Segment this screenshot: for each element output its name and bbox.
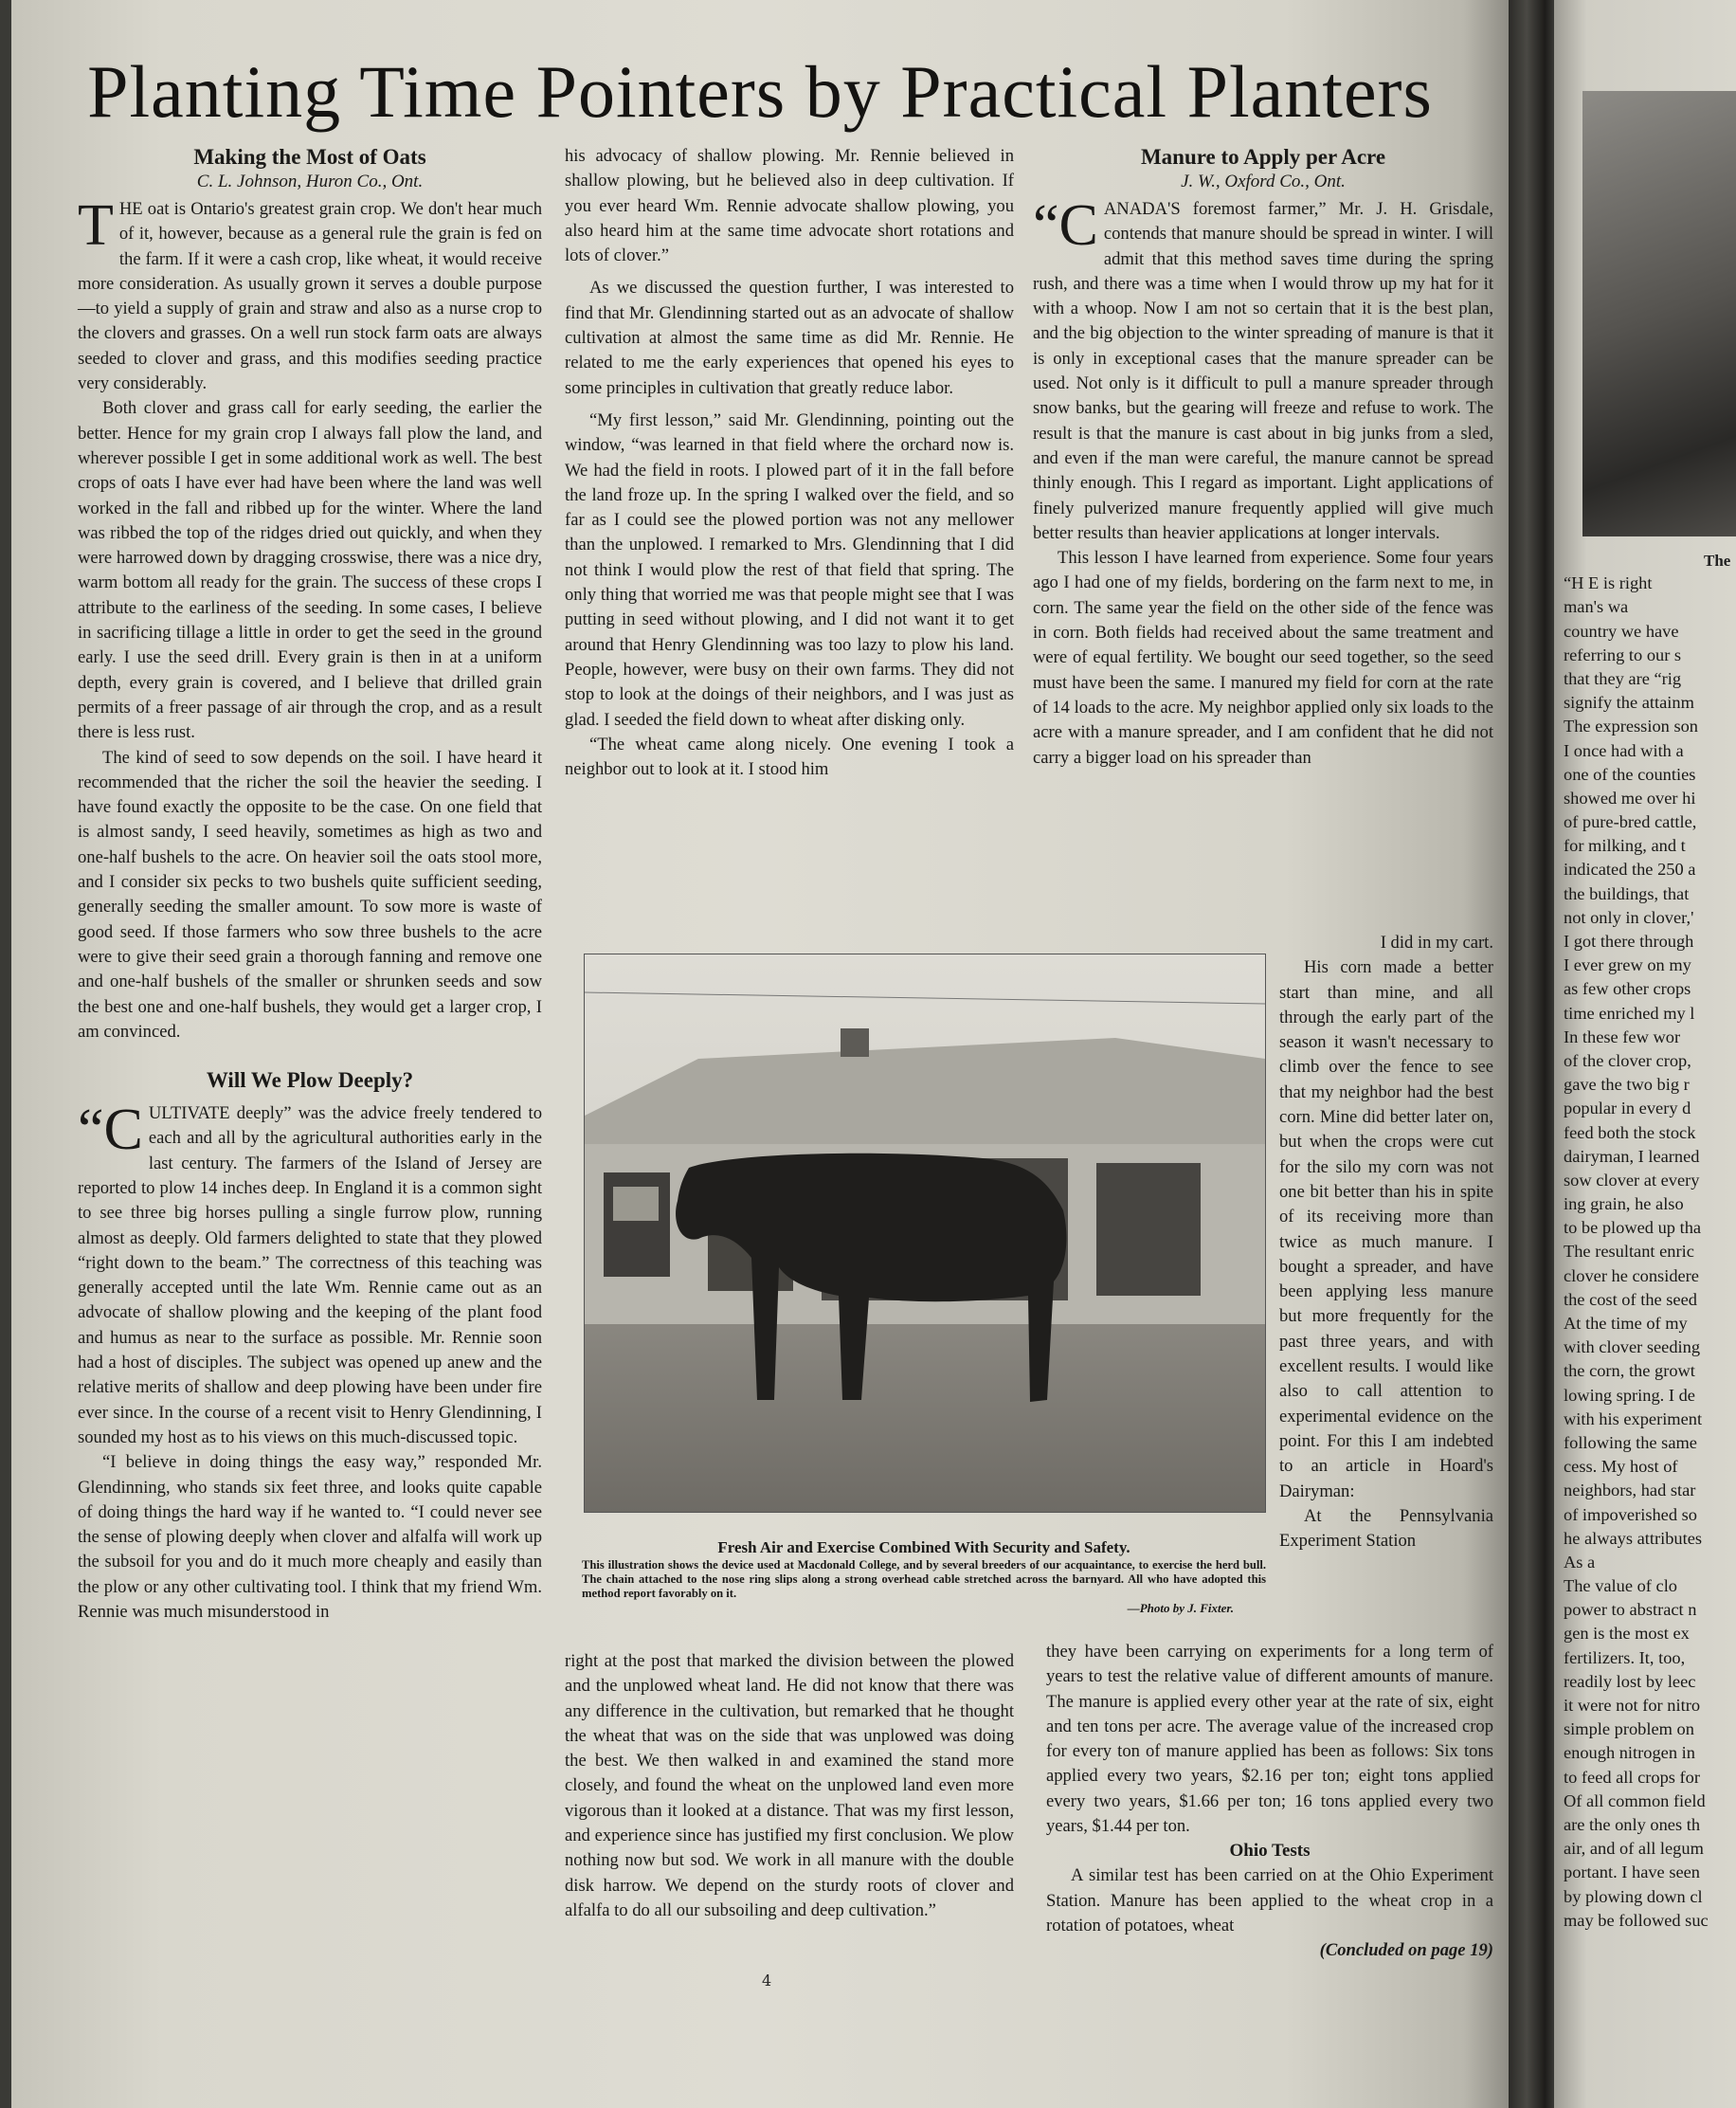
neighbor-text-line: are the only ones th: [1564, 1814, 1701, 1834]
column-2-bottom: [565, 1649, 1014, 1923]
neighbor-text-line: portant. I have seen: [1564, 1863, 1701, 1882]
neighbor-text-line: to feed all crops for: [1564, 1767, 1701, 1787]
neighbor-text-line: popular in every d: [1564, 1099, 1691, 1118]
neighbor-text-line: referring to our s: [1564, 645, 1682, 664]
neighbor-text-line: of the clover crop,: [1564, 1050, 1691, 1070]
neighbor-text-line: with his experiment: [1564, 1408, 1703, 1428]
continued-notice: (Concluded on page 19): [1319, 1940, 1493, 1961]
neighbor-text-line: for milking, and t: [1564, 836, 1686, 856]
neighbor-text-line: The expression son: [1564, 717, 1698, 736]
neighbor-text-line: readily lost by leec: [1564, 1671, 1696, 1691]
paragraph: Both clover and grass call for early seeding, the earlier the better. Hence for my grain crop I always fall plow the land, and wherever possible I get in some additional work as well. The best crops of oats I have ever had have been where the land was well worked in the fall and ribbed up for the winter. Where the land was ribbed the top of the ridges dried out quickly, and when they were harrowed down by dragging crosswise, there was a nice dry, warm bottom all ready for the grain. The success of these crops I attribute to the earliness of the seeding. In some cases, I believe in sacrificing tillage a little in order to get the seed in the ground early. I use the seed drill. Every grain is then in at a uniform depth, every grain is covered, and I believe that drilled grain permits of a freer passage of air through the crop, and as a result there is less rust.: [78, 398, 542, 743]
photo-caption: [576, 1537, 1272, 1616]
neighbor-text-line: sow clover at every: [1564, 1170, 1700, 1190]
caption-title: Fresh Air and Exercise Combined With Security and Safety.: [717, 1538, 1130, 1556]
neighbor-text-line: ing grain, he also: [1564, 1194, 1684, 1214]
neighbor-text-line: following the same: [1564, 1432, 1697, 1452]
paragraph: I did in my cart.: [1380, 933, 1493, 953]
neighbor-text-line: clover he considere: [1564, 1265, 1699, 1285]
photo-credit: —Photo by J. Fixter.: [1127, 1601, 1234, 1615]
column-3-narrow: [1279, 931, 1493, 1554]
neighbor-text-line: I ever grew on my: [1564, 955, 1691, 975]
neighbor-text-line: simple problem on: [1564, 1719, 1694, 1739]
paragraph: A similar test has been carried on at the Ohio Experiment Station. Manure has been applied to the wheat crop in a rotation of potatoes, wheat: [1046, 1865, 1493, 1935]
column-2-top: [565, 144, 1014, 782]
paragraph: right at the post that marked the division between the plowed and the unplowed wheat land. He did not know that there was any difference in the cultivation, but remarked that he thought the wheat that was on the side that was unplowed was doing the best. We then walked in and examined the stand more closely, and found the wheat on the unplowed land even more vigorous than it looked at a distance. That was my first lesson, and experience since has justified my first conclusion. We plow nothing now but sod. We work in all manure with the double disk harrow. We depend on the sturdy roots of clover and alfalfa to do all our subsoiling and deep cultivation.”: [565, 1651, 1014, 1920]
neighbor-text-line: neighbors, had star: [1564, 1481, 1696, 1500]
neighbor-text-line: fertilizers. It, too,: [1564, 1647, 1686, 1667]
paragraph: This lesson I have learned from experience. Some four years ago I had one of my fields, bordering on the farm next to me, in corn. The same year the field on the other side of the fence was in corn. Both fields had received about the same treatment and were of equal fertility. We bought our seed together, so the seed must have been the same. I manured my field for corn at the rate of 14 loads to the acre. My neighbor applied only six loads to the acre with a manure spreader, and I am confident that he did not carry a bigger load on his spreader than: [1033, 548, 1493, 768]
neighbor-text-line: dairyman, I learned: [1564, 1146, 1700, 1166]
neighbor-text-line: time enriched my l: [1564, 1003, 1695, 1023]
neighbor-text-line: not only in clover,': [1564, 907, 1694, 927]
column-3-top: [1033, 144, 1493, 771]
neighbor-text-line: The value of clo: [1564, 1576, 1677, 1596]
neighbor-photo-caption: The: [1704, 552, 1731, 570]
subheading-ohio: Ohio Tests: [1229, 1841, 1311, 1862]
caption-text: This illustration shows the device used at Macdonald College, and by several breeders of our acquaintance, to exercise the herd bull. The chain attached to the nose ring slips along a strong overhead cable stretched across the barnyard. All who have adopted this method report favorably on it.: [582, 1558, 1266, 1600]
neighbor-text-line: In these few wor: [1564, 1027, 1681, 1046]
neighbor-text-line: showed me over hi: [1564, 788, 1696, 808]
neighbor-text-line: of pure-bred cattle,: [1564, 812, 1697, 832]
neighbor-text-line: that they are “rig: [1564, 668, 1682, 688]
paragraph: “The wheat came along nicely. One evening I took a neighbor out to look at it. I stood him: [565, 734, 1014, 780]
binding-spine: [1509, 0, 1554, 2108]
neighbor-text-line: indicated the 250 a: [1564, 860, 1696, 880]
paragraph: The kind of seed to sow depends on the soil. I have heard it recommended that the richer the soil the heavier the seeding. I have found exactly the opposite to be the case. On one field that is almost sandy, I seed heavily, sometimes as high as two and one-half bushels to the acre. On heavier soil the oats stool more, and I consider six pecks to two bushels quite sufficient seeding, generally seeding the smaller amount. To sow more is waste of good seed. If those farmers who sow three bushels to the acre were to give their seed grain a thorough fanning and remove one and one-half bushels of the smaller or shrunken seeds and sow the best one and one-half bushels, they would get a larger crop, I am convinced.: [78, 747, 542, 1042]
neighbor-text-line: I once had with a: [1564, 740, 1684, 760]
paragraph: they have been carrying on experiments for a long term of years to test the relative value of different amounts of manure. The manure is applied every other year at the rate of six, eight and ten tons per acre. The average value of the increased crop for every ton of manure applied has been as follows: Six tons applied every two years, $2.16 per ton; eight tons applied every two years, $1.66 per ton; 16 tons applied every two years, $1.44 per ton.: [1046, 1642, 1493, 1837]
bull-illustration: [585, 954, 1265, 1512]
neighbor-text-line: signify the attainm: [1564, 693, 1694, 713]
neighbor-text-line: power to abstract n: [1564, 1600, 1697, 1620]
neighbor-text-line: one of the counties: [1564, 764, 1696, 784]
neighbor-text-line: may be followed suc: [1564, 1910, 1709, 1930]
neighbor-text-line: gen is the most ex: [1564, 1624, 1690, 1644]
neighbor-text-line: the buildings, that: [1564, 883, 1690, 903]
neighbor-text-line: enough nitrogen in: [1564, 1743, 1695, 1763]
paragraph: “CULTIVATE deeply” was the advice freely tendered to each and all by the agricultural authorities early in the last century. The farmers of the Island of Jersey are reported to plow 14 inches deep. In England it is a common sight to see three big horses pulling a single furrow plow, running almost as deeply. Old farmers delighted to state that they plowed “right down to the beam.” The correctness of this teaching was generally accepted until the late Wm. Rennie came out as an advocate of shallow plowing and the keeping of the plant food and humus as near to the surface as possible. Mr. Rennie soon had a host of disciples. The subject was opened up anew and the relative merits of shallow and deep plowing have been under fire ever since. In the course of a recent visit to Henry Glendinning, I sounded my host as to his views on this much-discussed topic.: [78, 1098, 542, 1447]
neighbor-text-line: it were not for nitro: [1564, 1696, 1701, 1715]
neighbor-text-line: with clover seeding: [1564, 1337, 1701, 1357]
neighbor-text-line: lowing spring. I de: [1564, 1385, 1695, 1405]
article-heading-oats: Making the Most of Oats: [193, 145, 426, 169]
paragraph: His corn made a better start than mine, and all through the early part of the season it wasn't necessary to climb over the fence to see that my neighbor had the best corn. Mine did better later on, but when the crops were cut for the silo my corn was not one bit better than his in spite of its receiving more than twice as much manure. I bought a spreader, and have been applying less manure but more frequently for the past three years, and with excellent results. I would like also to call attention to experimental evidence on the point. For this I am indebted to an article in Hoard's Dairyman:: [1279, 957, 1493, 1501]
neighbor-text-line: cess. My host of: [1564, 1457, 1678, 1477]
drop-cap: “C: [78, 1098, 143, 1163]
page-sheet: [11, 0, 1509, 2108]
neighbor-text-line: I got there through: [1564, 932, 1694, 951]
neighbor-text-line: At the time of my: [1564, 1314, 1688, 1333]
byline-oats: C. L. Johnson, Huron Co., Ont.: [196, 172, 424, 191]
neighbor-text-line: to be plowed up tha: [1564, 1218, 1702, 1238]
neighbor-text-line: feed both the stock: [1564, 1122, 1696, 1142]
neighbor-text-line: he always attributes: [1564, 1528, 1703, 1548]
paragraph: At the Pennsylvania Experiment Station: [1279, 1505, 1493, 1552]
page-number: 4: [762, 1972, 772, 1990]
neighbor-text-line: the cost of the seed: [1564, 1289, 1697, 1309]
neighbor-text-line: man's wa: [1564, 597, 1629, 617]
page-title: Planting Time Pointers by Practical Planters: [87, 50, 1433, 133]
neighbor-text-line: As a: [1564, 1552, 1596, 1572]
neighbor-text-line: “H E is right: [1564, 573, 1653, 593]
article-heading-plow: Will We Plow Deeply?: [206, 1068, 414, 1093]
paragraph: THE oat is Ontario's greatest grain crop. We don't hear much of it, however, because as a general rule the grain is fed on the farm. If it were a cash crop, like wheat, it would receive more consideration. As usually grown it serves a double purpose—to yield a supply of grain and straw and also as a nurse crop to the clovers and grasses. On a well run stock farm oats are always seeded to clover and grass, and this modifies seeding practice very considerably.: [78, 193, 542, 394]
neighbor-text-line: [1564, 548, 1736, 572]
column-3-bottom: [1046, 1640, 1493, 1964]
neighbor-photo: [1582, 91, 1736, 536]
neighbor-text-line: of impoverished so: [1564, 1504, 1697, 1524]
article-heading-manure: Manure to Apply per Acre: [1140, 145, 1386, 169]
paragraph: As we discussed the question further, I was interested to find that Mr. Glendinning started out as an advocate of shallow cultivation at almost the same time as did Mr. Rennie. He related to me the early experiences that opened his eyes to some principles in cultivation that greatly reduce labor.: [565, 278, 1014, 398]
column-1: [78, 144, 542, 1625]
drop-cap: “C: [1033, 193, 1098, 258]
byline-manure: J. W., Oxford Co., Ont.: [1181, 172, 1346, 191]
paragraph: “My first lesson,” said Mr. Glendinning, pointing out the window, “was learned in that field where the orchard now is. We had the field in roots. I plowed part of it in the fall before the land froze up. In the spring I walked over the field, and so far as I could see the plowed portion was not any mellower than the unplowed. I remarked to Mrs. Glendinning that I did not think I would plow the rest of that field that spring. The only thing that worried me was that people might see that I was putting in seed without plowing, and I did not want it to get around that Henry Glendinning was too lazy to plow his land. People, however, were busy on their own farms. They did not stop to look at the doings of their neighbors, and I was just as glad. I seeded the field down to wheat after disking only.: [565, 409, 1014, 730]
neighbor-column: [1564, 548, 1736, 2108]
neighbor-text-line: country we have: [1564, 621, 1679, 641]
neighbor-text-line: air, and of all legum: [1564, 1839, 1704, 1859]
neighbor-text-line: The resultant enric: [1564, 1242, 1694, 1262]
neighbor-text-line: as few other crops: [1564, 979, 1691, 999]
neighbor-text-line: gave the two big r: [1564, 1075, 1690, 1095]
neighbor-text-line: by plowing down cl: [1564, 1886, 1703, 1906]
neighbor-text-line: Of all common field: [1564, 1790, 1706, 1810]
paragraph: “CANADA'S foremost farmer,” Mr. J. H. Grisdale, contends that manure should be spread in winter. I will admit that this method saves time during the spring rush, and there was a time when I would throw up my hat for it with a whoop. Now I am not so certain that it is the best plan, and the big objection to the winter spreading of manure is that it is only in exceptional cases that the manure spreader can be used. Not only is it difficult to pull a manure spreader through snow banks, but the gearing will freeze and refuse to work. The result is that the manure is cast about in big junks from a sled, and even if the man were careful, the manure cannot be spread thinly enough. This I regard as important. Light applications of finely pulverized manure frequently applied will give much better results than heavier applications at longer intervals.: [1033, 193, 1493, 543]
paragraph: “I believe in doing things the easy way,” responded Mr. Glendinning, who stands six feet three, and looks quite capable of doing things the hard way if he wanted to. “I could never see the sense of plowing deeply when clover and alfalfa will work up the subsoil for you and do it much more cheaply and easily than the plow or any other cultivating tool. I think that my friend Wm. Rennie was much misunderstood in: [78, 1452, 542, 1623]
paragraph: his advocacy of shallow plowing. Mr. Rennie believed in shallow plowing, but he believed also in deep cultivation. If you ever heard Wm. Rennie advocate shallow plowing, you also heard him at the same time advocate short rotations and lots of clover.”: [565, 146, 1014, 266]
neighbor-text-line: the corn, the growt: [1564, 1361, 1695, 1381]
drop-cap: T: [78, 193, 114, 258]
bull-photo: [584, 954, 1266, 1513]
